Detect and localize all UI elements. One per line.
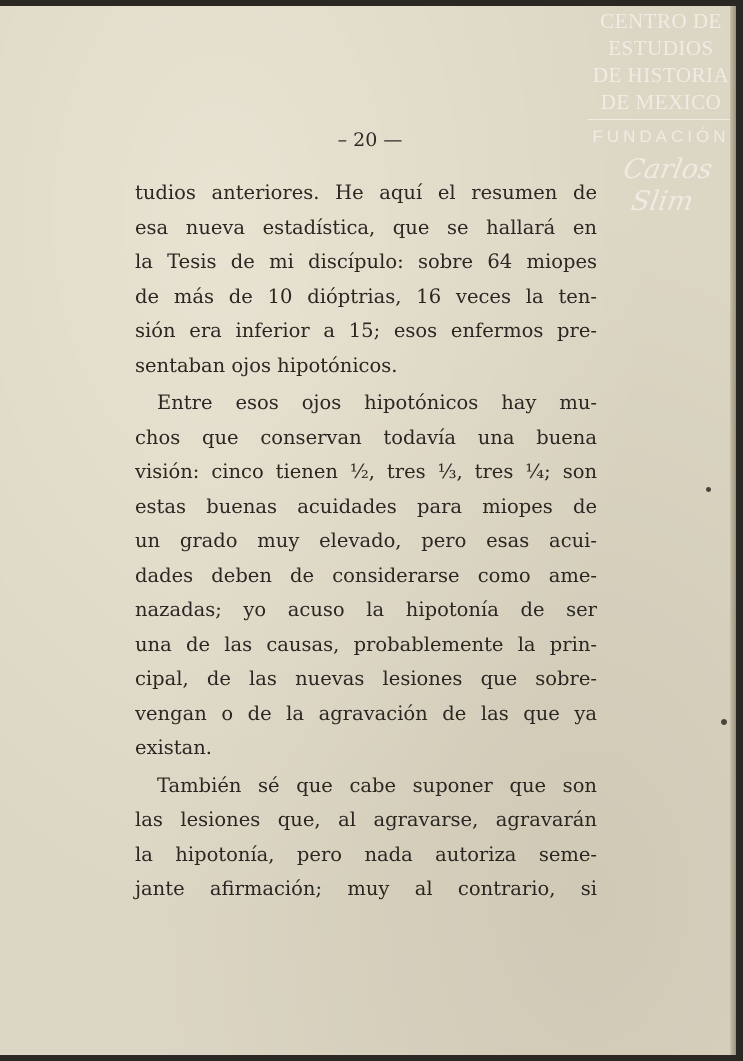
text-line: la Tesis de mi discípulo: sobre 64 miopes bbox=[135, 250, 597, 273]
text-line: las lesiones que, al agravarse, agravarán bbox=[135, 808, 597, 831]
text-line: chos que conservan todavía una buena bbox=[135, 425, 597, 449]
watermark-divider bbox=[588, 119, 734, 120]
watermark-foundation: FUNDACIÓN bbox=[592, 127, 730, 146]
text-line: También sé que cabe suponer que son bbox=[157, 773, 597, 797]
watermark-signature: Carlos Slim bbox=[620, 154, 715, 217]
watermark-line-2: ESTUDIOS bbox=[608, 36, 714, 60]
text-line: jante afirmación; muy al contrario, si bbox=[135, 877, 597, 900]
text-line: de más de 10 dióptrias, 16 veces la ten- bbox=[135, 284, 597, 308]
body-text bbox=[135, 176, 597, 907]
paragraph-2 bbox=[135, 386, 597, 766]
text-line: visión: cinco tienen ½, tres ⅓, tres ¼; son bbox=[135, 460, 597, 483]
text-line: tudios anteriores. He aquí el resumen de bbox=[135, 181, 597, 204]
text-line: estas buenas acuidades para miopes de bbox=[135, 494, 597, 518]
watermark-line-4: DE MEXICO bbox=[600, 90, 722, 114]
text-line: cipal, de las nuevas lesiones que sobre- bbox=[135, 667, 597, 690]
text-line: la hipotonía, pero nada autoriza seme- bbox=[135, 842, 597, 866]
paragraph-1 bbox=[135, 176, 597, 383]
text-line: existan. bbox=[135, 736, 213, 759]
text-line: sión era inferior a 15; esos enfermos pre- bbox=[135, 319, 597, 342]
watermark-line-1: CENTRO DE bbox=[600, 9, 722, 33]
paper-speck bbox=[721, 719, 727, 725]
text-line: sentaban ojos hipotónicos. bbox=[135, 353, 398, 377]
document-page bbox=[0, 6, 736, 1055]
text-line: una de las causas, probablemente la prin- bbox=[135, 632, 597, 656]
watermark-line-3: DE HISTORIA bbox=[592, 63, 730, 87]
page-number: – 20 — bbox=[337, 129, 403, 151]
text-line: vengan o de la agravación de las que ya bbox=[135, 701, 597, 725]
text-line: un grado muy elevado, pero esas acui- bbox=[135, 529, 597, 552]
text-line: dades deben de considerarse como ame- bbox=[135, 563, 597, 587]
archive-watermark bbox=[586, 6, 736, 217]
paragraph-3 bbox=[135, 769, 597, 907]
text-line: Entre esos ojos hipotónicos hay mu- bbox=[157, 391, 597, 414]
text-line: esa nueva estadística, que se hallará en bbox=[135, 215, 597, 239]
text-line: nazadas; yo acuso la hipotonía de ser bbox=[135, 598, 597, 621]
paper-speck bbox=[706, 487, 711, 492]
